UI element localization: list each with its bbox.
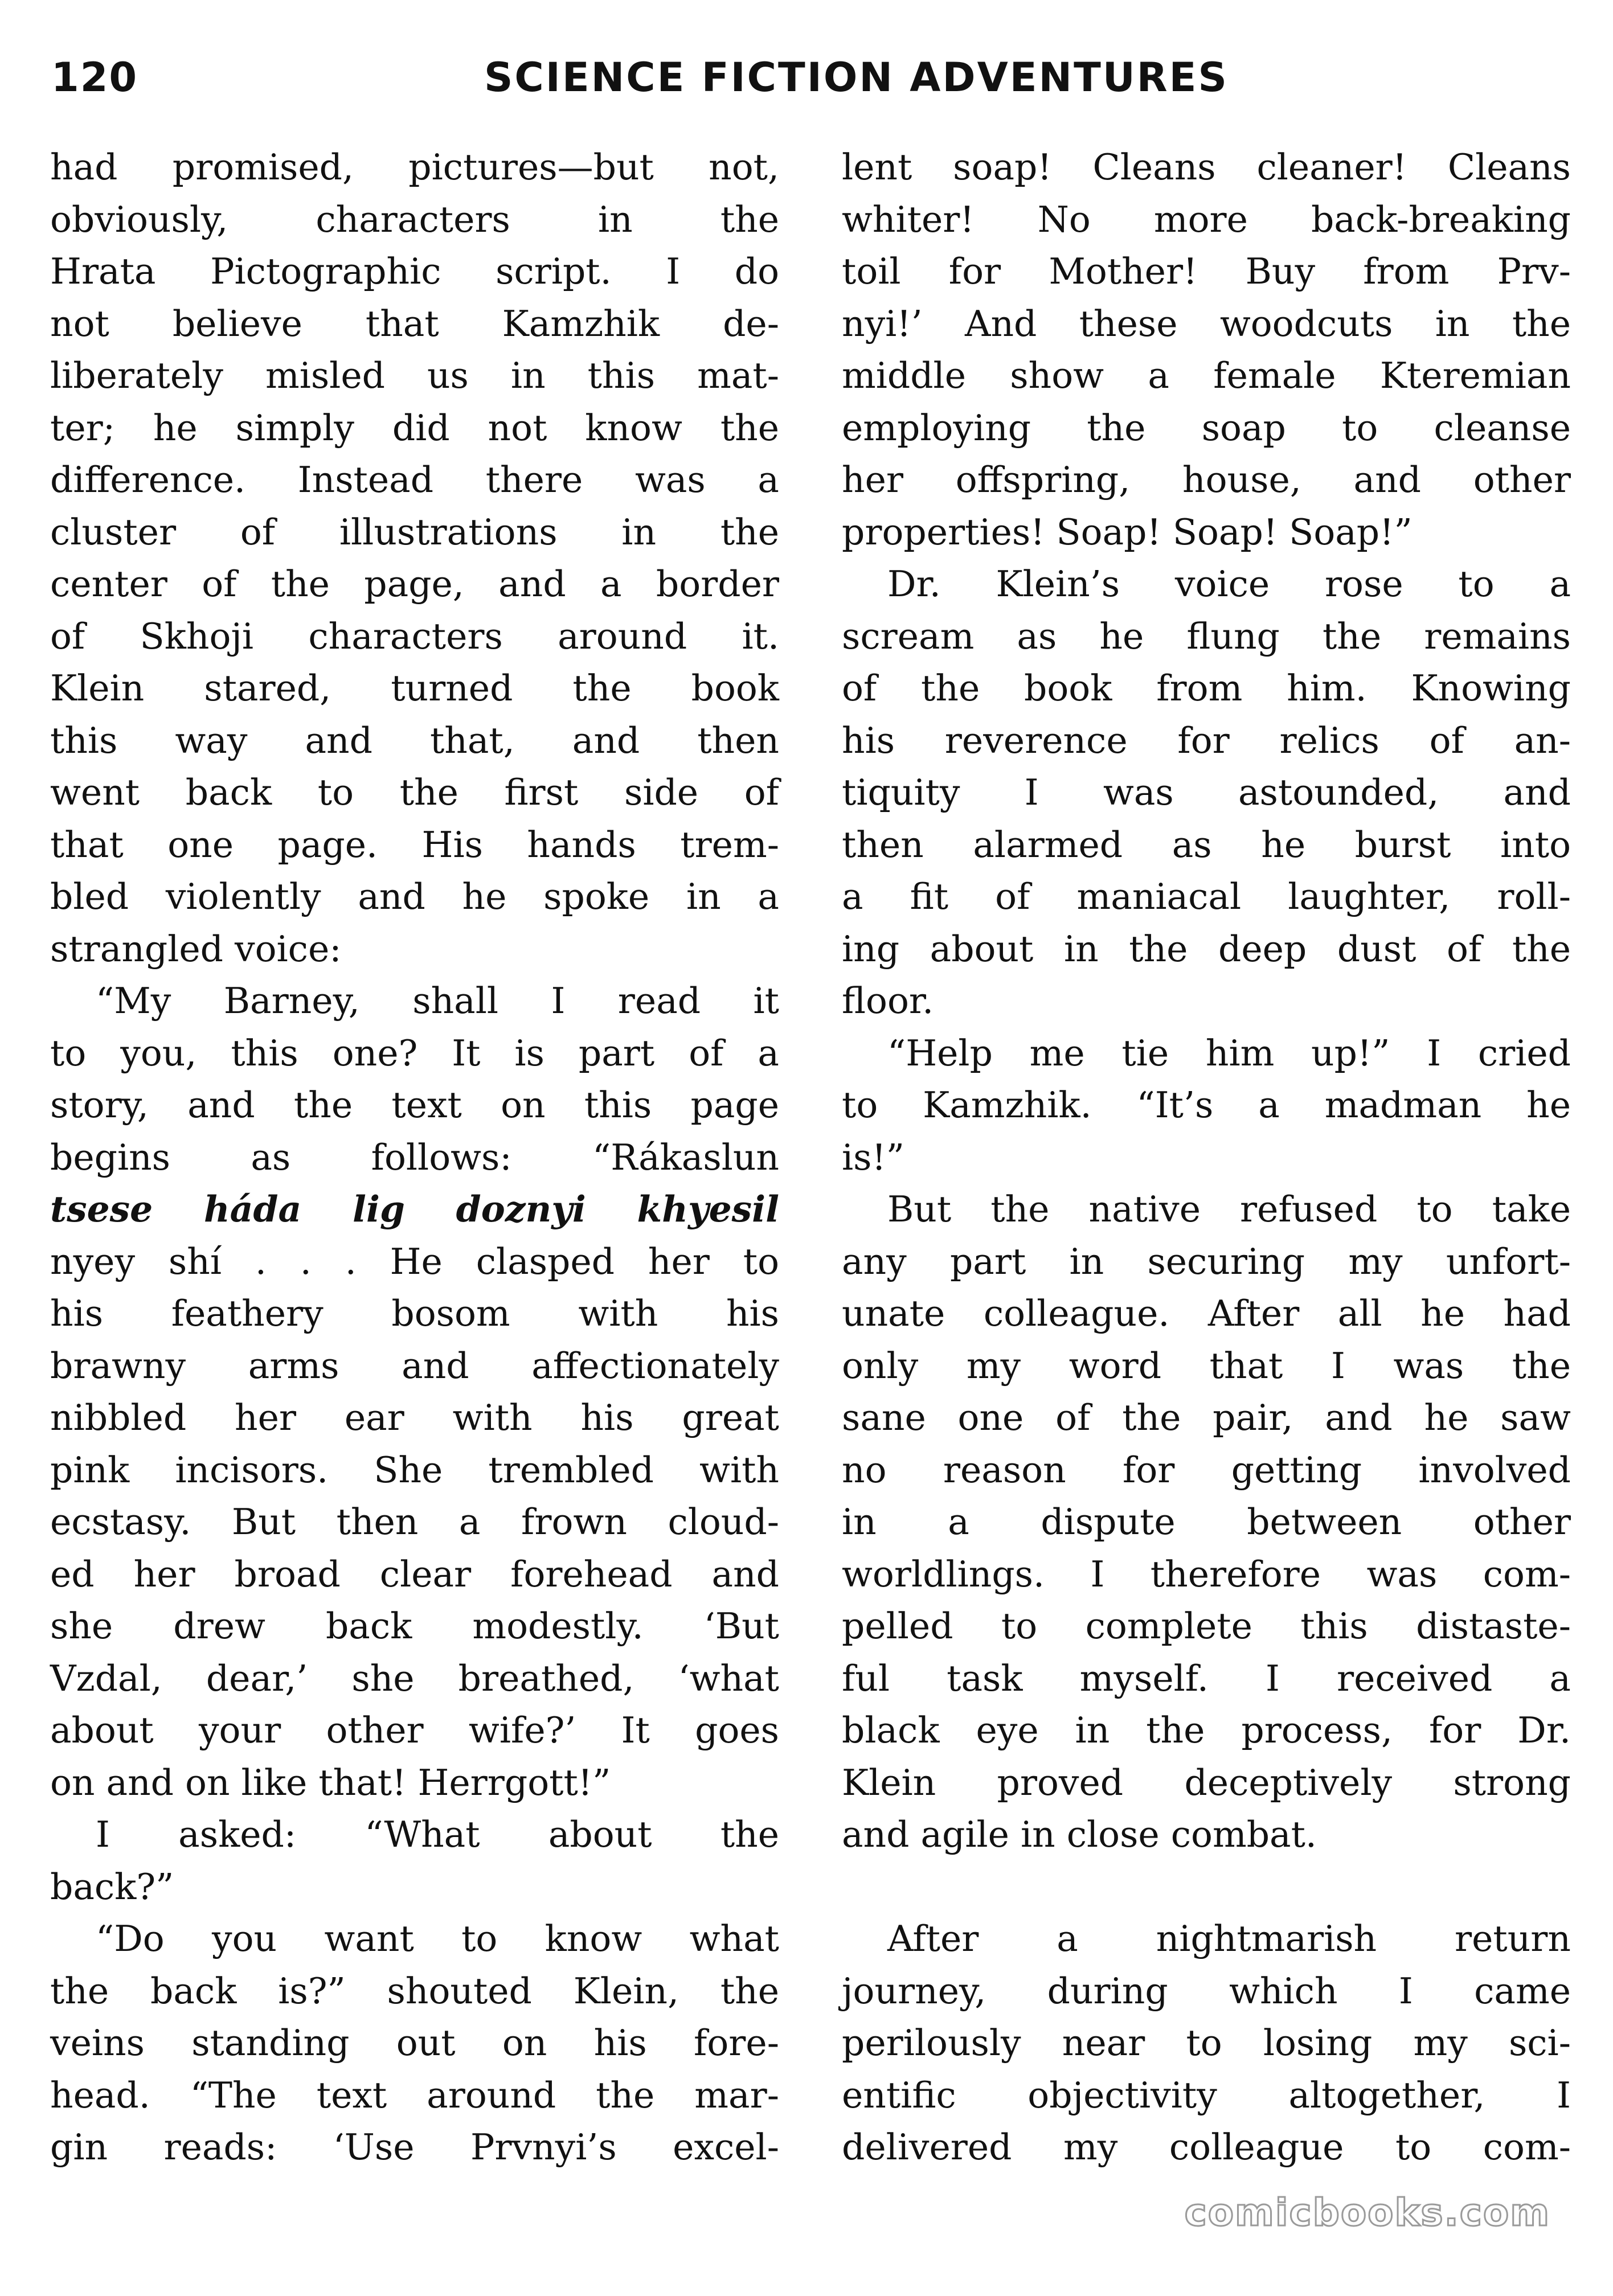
- running-head: SCIENCE FICTION ADVENTURES: [484, 54, 1229, 101]
- text-line: After a nightmarish return: [887, 1918, 1571, 1959]
- text-line: that one page. His hands trem-: [50, 823, 779, 866]
- text-line: lent soap! Cleans cleaner! Cleans: [842, 146, 1571, 188]
- text-line: floor.: [842, 980, 934, 1022]
- text-line: journey, during which I came: [842, 1970, 1571, 2012]
- text-line: strangled voice:: [50, 928, 342, 970]
- text-line: “Do you want to know what: [96, 1918, 779, 1959]
- text-line: worldlings. I therefore was com-: [842, 1553, 1571, 1595]
- text-line: obviously, characters in the: [50, 198, 779, 240]
- text-line: Klein proved deceptively strong: [842, 1761, 1571, 1803]
- text-line: difference. Instead there was a: [50, 459, 779, 501]
- text-line: tiquity I was astounded, and: [842, 772, 1571, 813]
- text-line: not believe that Kamzhik de-: [50, 302, 779, 345]
- text-line: in a dispute between other: [842, 1501, 1571, 1543]
- text-line: Hrata Pictographic script. I do: [50, 251, 779, 292]
- text-line: sane one of the pair, and he saw: [842, 1397, 1571, 1438]
- text-line: perilously near to losing my sci-: [842, 2022, 1571, 2064]
- text-line: head. “The text around the mar-: [50, 2074, 779, 2116]
- text-line: properties! Soap! Soap! Soap!”: [842, 511, 1413, 553]
- text-line: “Help me tie him up!” I cried: [887, 1032, 1571, 1074]
- text-line: whiter! No more back-breaking: [842, 198, 1571, 240]
- text-line: liberately misled us in this mat-: [50, 355, 779, 396]
- text-line: employing the soap to cleanse: [842, 407, 1571, 449]
- text-line: Klein stared, turned the book: [50, 667, 779, 709]
- left-column: [50, 141, 779, 2174]
- text-line: a fit of maniacal laughter, roll-: [842, 876, 1571, 917]
- text-line: scream as he flung the remains: [842, 615, 1571, 657]
- text-line: ed her broad clear forehead and: [50, 1553, 779, 1595]
- text-line: is!”: [842, 1136, 905, 1178]
- text-line: “My Barney, shall I read it: [96, 980, 779, 1022]
- text-line: center of the page, and a border: [50, 563, 779, 605]
- text-line: to Kamzhik. “It’s a madman he: [842, 1084, 1571, 1126]
- text-line: pelled to complete this distaste-: [842, 1605, 1571, 1647]
- right-column: [842, 141, 1571, 2174]
- text-line: this way and that, and then: [50, 719, 779, 761]
- text-line: unate colleague. After all he had: [842, 1293, 1571, 1334]
- text-line: ecstasy. But then a frown cloud-: [50, 1501, 779, 1543]
- text-line: his reverence for relics of an-: [842, 719, 1571, 761]
- text-line: But the native refused to take: [887, 1188, 1571, 1230]
- text-line: back?”: [50, 1866, 174, 1908]
- text-line: then alarmed as he burst into: [842, 823, 1571, 866]
- text-line: I asked: “What about the: [96, 1814, 779, 1855]
- text-line: to you, this one? It is part of a: [50, 1032, 779, 1074]
- text-line: begins as follows: “Rákaslun: [50, 1136, 779, 1178]
- text-line: entific objectivity altogether, I: [842, 2074, 1571, 2116]
- text-line: story, and the text on this page: [50, 1084, 779, 1126]
- text-line: of Skhoji characters around it.: [50, 615, 779, 657]
- text-line: tsese háda lig doznyi khyesil: [50, 1188, 779, 1230]
- text-line: brawny arms and affectionately: [50, 1344, 779, 1387]
- text-line: she drew back modestly. ‘But: [50, 1605, 779, 1647]
- text-line: ter; he simply did not know the: [50, 407, 779, 449]
- text-line: her offspring, house, and other: [842, 459, 1571, 501]
- text-line: delivered my colleague to com-: [842, 2126, 1571, 2168]
- page-number: 120: [51, 54, 138, 101]
- section-break: [842, 1861, 1571, 1913]
- text-line: of the book from him. Knowing: [842, 667, 1571, 709]
- text-line: his feathery bosom with his: [50, 1293, 779, 1334]
- text-line: nibbled her ear with his great: [50, 1397, 779, 1438]
- text-line: about your other wife?’ It goes: [50, 1709, 779, 1751]
- text-line: nyey shí . . . He clasped her to: [50, 1240, 779, 1282]
- text-line: had promised, pictures—but not,: [50, 146, 779, 188]
- text-line: Dr. Klein’s voice rose to a: [887, 563, 1571, 605]
- text-line: middle show a female Kteremian: [842, 355, 1571, 396]
- text-line: bled violently and he spoke in a: [50, 876, 779, 917]
- text-line: only my word that I was the: [842, 1344, 1571, 1387]
- text-line: on and on like that! Herrgott!”: [50, 1761, 611, 1803]
- text-line: any part in securing my unfort-: [842, 1240, 1571, 1282]
- watermark: comicbooks.com: [1184, 2191, 1550, 2234]
- text-line: no reason for getting involved: [842, 1449, 1571, 1491]
- text-line: ing about in the deep dust of the: [842, 928, 1571, 970]
- text-line: nyi!’ And these woodcuts in the: [842, 302, 1571, 345]
- text-line: veins standing out on his fore-: [50, 2022, 779, 2064]
- text-line: black eye in the process, for Dr.: [842, 1709, 1571, 1751]
- text-line: toil for Mother! Buy from Prv-: [842, 251, 1571, 292]
- text-line: ful task myself. I received a: [842, 1657, 1571, 1699]
- text-line: the back is?” shouted Klein, the: [50, 1970, 779, 2012]
- text-line: pink incisors. She trembled with: [50, 1449, 779, 1491]
- text-line: and agile in close combat.: [842, 1814, 1317, 1855]
- text-line: cluster of illustrations in the: [50, 511, 779, 553]
- text-line: gin reads: ‘Use Prvnyi’s excel-: [50, 2126, 779, 2168]
- page-header: [51, 54, 1532, 122]
- text-line: Vzdal, dear,’ she breathed, ‘what: [50, 1657, 779, 1699]
- text-line: went back to the first side of: [50, 772, 779, 813]
